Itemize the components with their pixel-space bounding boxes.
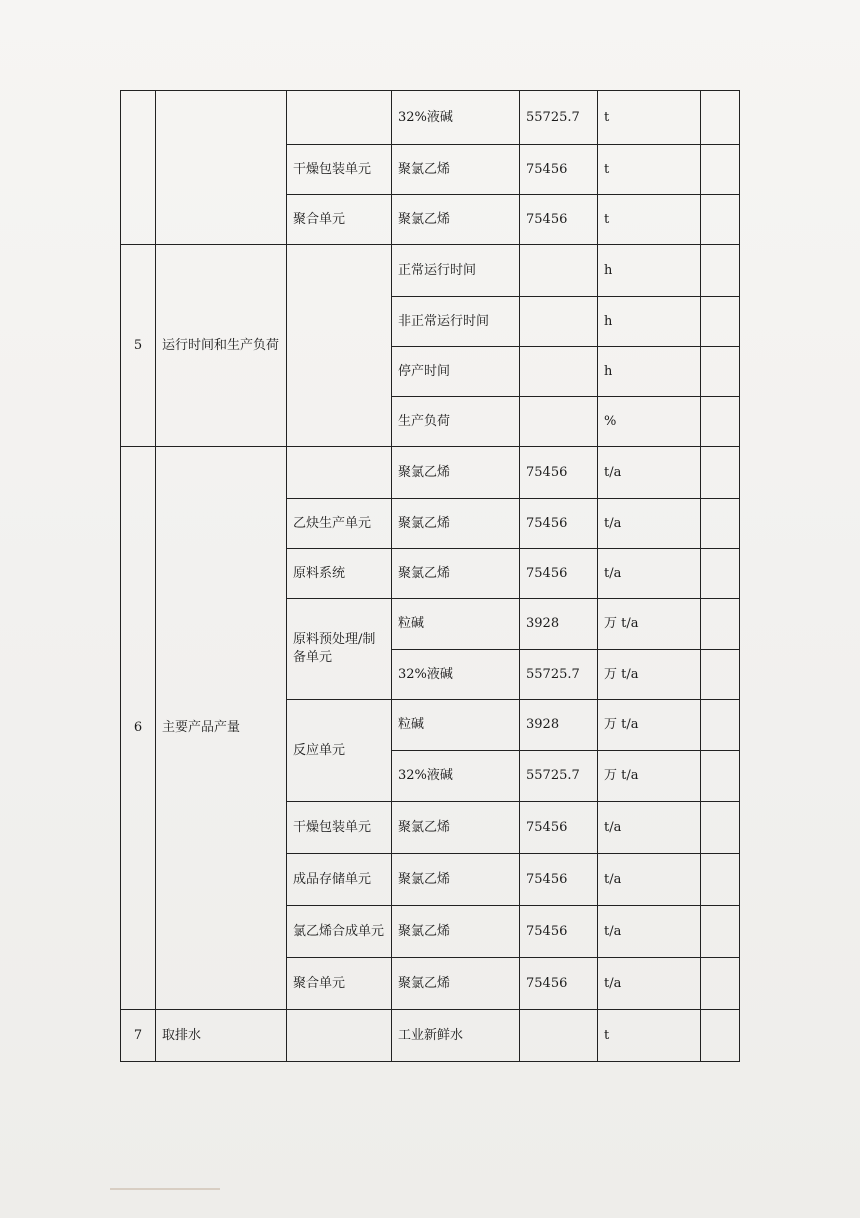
product-cell: 正常运行时间 [392,245,520,297]
unit-cell: 干燥包装单元 [287,802,392,854]
value-cell: 75456 [520,195,598,245]
unit-cell: 反应单元 [287,700,392,802]
row-number: 5 [121,245,156,447]
blank-cell [701,650,740,700]
unit-cell: 干燥包装单元 [287,145,392,195]
measure-unit-cell: t/a [598,447,701,499]
row-item: 主要产品产量 [156,447,287,1010]
blank-cell [701,347,740,397]
blank-cell [701,499,740,549]
product-cell: 32%液碱 [392,751,520,802]
blank-cell [701,599,740,650]
blank-cell [701,145,740,195]
product-cell: 聚氯乙烯 [392,447,520,499]
value-cell: 75456 [520,958,598,1010]
product-cell: 聚氯乙烯 [392,195,520,245]
blank-cell [701,195,740,245]
table-row [121,1010,740,1062]
measure-unit-cell: t/a [598,549,701,599]
value-cell: 75456 [520,549,598,599]
blank-cell [701,802,740,854]
unit-cell [287,447,392,499]
value-cell: 75456 [520,906,598,958]
product-cell: 聚氯乙烯 [392,499,520,549]
unit-cell [287,1010,392,1062]
table-row [121,245,740,297]
value-cell: 75456 [520,802,598,854]
blank-cell [701,297,740,347]
blank-cell [701,397,740,447]
value-cell: 75456 [520,447,598,499]
unit-cell: 氯乙烯合成单元 [287,906,392,958]
value-cell [520,245,598,297]
product-cell: 非正常运行时间 [392,297,520,347]
measure-unit-cell: t [598,145,701,195]
row-number: 7 [121,1010,156,1062]
product-cell: 粒碱 [392,599,520,650]
value-cell [520,1010,598,1062]
blank-cell [701,447,740,499]
product-cell: 聚氯乙烯 [392,958,520,1010]
measure-unit-cell: t [598,195,701,245]
blank-cell [701,958,740,1010]
product-cell: 聚氯乙烯 [392,906,520,958]
blank-cell [701,906,740,958]
measure-unit-cell: 万 t/a [598,599,701,650]
unit-cell: 原料系统 [287,549,392,599]
product-cell: 32%液碱 [392,650,520,700]
value-cell [520,297,598,347]
row-number [121,91,156,245]
measure-unit-cell: t [598,1010,701,1062]
measure-unit-cell: 万 t/a [598,700,701,751]
product-cell: 工业新鲜水 [392,1010,520,1062]
measure-unit-cell: t/a [598,958,701,1010]
blank-cell [701,91,740,145]
value-cell [520,397,598,447]
page-edge-mark [110,1188,220,1190]
unit-cell: 成品存储单元 [287,854,392,906]
measure-unit-cell: t/a [598,802,701,854]
measure-unit-cell: h [598,297,701,347]
value-cell: 55725.7 [520,751,598,802]
measure-unit-cell: h [598,245,701,297]
unit-cell: 原料预处理/制备单元 [287,599,392,700]
measure-unit-cell: t/a [598,854,701,906]
value-cell: 55725.7 [520,91,598,145]
measure-unit-cell: t/a [598,906,701,958]
blank-cell [701,1010,740,1062]
blank-cell [701,854,740,906]
product-cell: 聚氯乙烯 [392,802,520,854]
product-cell: 粒碱 [392,700,520,751]
value-cell: 75456 [520,854,598,906]
product-cell: 生产负荷 [392,397,520,447]
value-cell: 3928 [520,599,598,650]
product-cell: 停产时间 [392,347,520,397]
value-cell: 75456 [520,499,598,549]
unit-cell [287,245,392,447]
measure-unit-cell: 万 t/a [598,650,701,700]
measure-unit-cell: t [598,91,701,145]
value-cell: 3928 [520,700,598,751]
row-item: 运行时间和生产负荷 [156,245,287,447]
unit-cell: 乙炔生产单元 [287,499,392,549]
row-number: 6 [121,447,156,1010]
measure-unit-cell: t/a [598,499,701,549]
measure-unit-cell: 万 t/a [598,751,701,802]
unit-cell: 聚合单元 [287,958,392,1010]
blank-cell [701,549,740,599]
value-cell [520,347,598,397]
value-cell: 55725.7 [520,650,598,700]
table-row [121,447,740,499]
product-cell: 32%液碱 [392,91,520,145]
product-cell: 聚氯乙烯 [392,854,520,906]
unit-cell: 聚合单元 [287,195,392,245]
production-data-table [120,90,740,1062]
value-cell: 75456 [520,145,598,195]
row-item: 取排水 [156,1010,287,1062]
measure-unit-cell: h [598,347,701,397]
unit-cell [287,91,392,145]
blank-cell [701,751,740,802]
measure-unit-cell: % [598,397,701,447]
row-item [156,91,287,245]
blank-cell [701,245,740,297]
product-cell: 聚氯乙烯 [392,549,520,599]
blank-cell [701,700,740,751]
product-cell: 聚氯乙烯 [392,145,520,195]
table-row [121,91,740,145]
